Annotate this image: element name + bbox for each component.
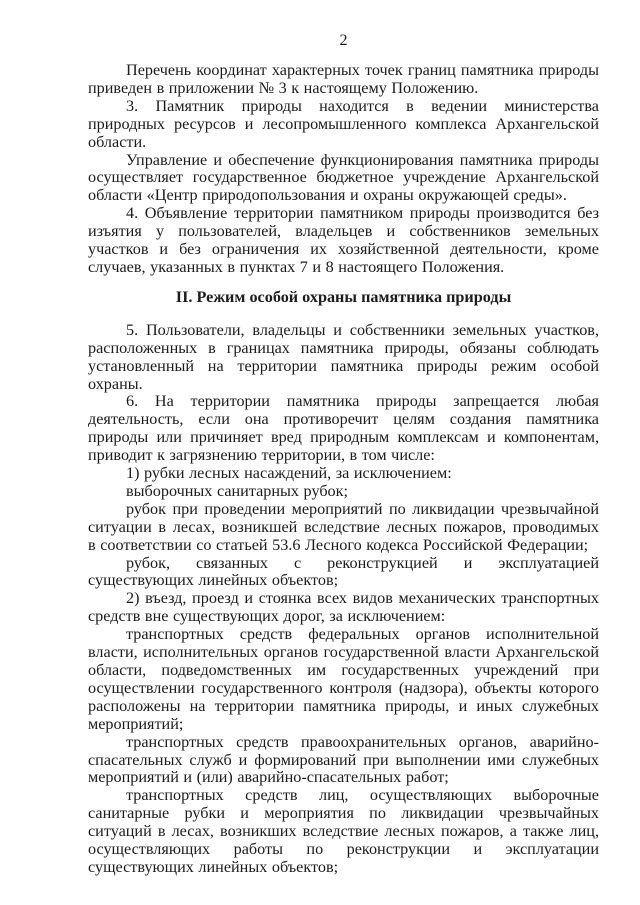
paragraph: 3. Памятник природы находится в ведении министерства природных ресурсов и лесопромышленного комплекса Архангельской области.	[88, 96, 599, 151]
text-column	[88, 0, 599, 877]
paragraph: рубок, связанных с реконструкцией и эксплуатацией существующих линейных объектов;	[88, 553, 599, 590]
paragraph: Перечень координат характерных точек границ памятника природы приведен в приложении № 3 к настоящему Положению.	[88, 61, 599, 97]
page-number: 2	[339, 32, 348, 49]
paragraph: транспортных средств федеральных органов исполнительной власти, исполнительных органов государственной власти Архангельской области, подведомственных им государственных учреждений при осуществлении государственного контроля (надзора), объекты которого расположены на территории памятника природы, и иных служебных мероприятий;	[88, 625, 599, 733]
paragraph: 1) рубки лесных насаждений, за исключением:	[126, 464, 452, 483]
paragraph: 2) въезд, проезд и стоянка всех видов механических транспортных средств вне существующих дорог, за исключением:	[88, 589, 599, 626]
paragraph: выборочных санитарных рубок;	[126, 481, 349, 500]
document-body	[88, 62, 599, 877]
paragraph: 4. Объявление территории памятником природы производится без изъятия у пользователей, владельцев и собственников земельных участков и без ограничения их хозяйственной деятельности, кроме случаев, указанных в пунктах 7 и 8 настоящего Положения.	[88, 204, 599, 276]
paragraph: Управление и обеспечение функционирования памятника природы осуществляет государственное бюджетное учреждение Архангельской области «Центр природопользования и охраны окружающей среды».	[88, 150, 599, 205]
paragraph: транспортных средств правоохранительных органов, аварийно-спасательных служб и формирований при выполнении ими служебных мероприятий и (или) аварийно-спасательных работ;	[88, 732, 599, 787]
section-heading: II. Режим особой охраны памятника природы	[175, 287, 512, 306]
paragraph: рубок при проведении мероприятий по ликвидации чрезвычайной ситуации в лесах, возникшей вследствие лесных пожаров, проводимых в соответствии со статьей 53.6 Лесного кодекса Российской Федерации;	[88, 499, 599, 554]
paragraph: транспортных средств лиц, осуществляющих выборочные санитарные рубки и мероприятия по ликвидации чрезвычайных ситуаций в лесах, возникших вследствие лесных пожаров, а также лиц, осуществляющих работы по реконструкции и эксплуатации существующих линейных объектов;	[88, 786, 599, 876]
paragraph: 5. Пользователи, владельцы и собственники земельных участков, расположенных в границах памятника природы, обязаны соблюдать установленный на территории памятника природы режим особой охраны.	[88, 320, 599, 393]
paragraph: 6. На территории памятника природы запрещается любая деятельность, если она противоречит целям создания памятника природы или причиняет вред природным комплексам и компонентам, приводит к загрязнению территории, в том числе:	[88, 392, 599, 465]
